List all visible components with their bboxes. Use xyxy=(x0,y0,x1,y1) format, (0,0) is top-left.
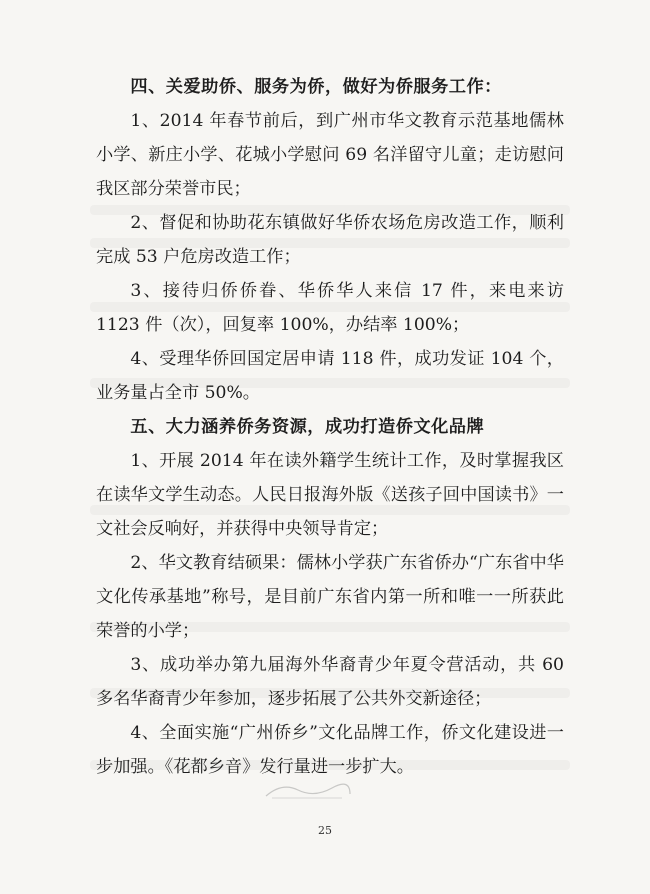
section-item: 3、接待归侨侨眷、华侨华人来信 17 件，来电来访 1123 件（次），回复率 100%，办结率 100%； xyxy=(96,281,564,335)
section-item: 1、2014 年春节前后，到广州市华文教育示范基地儒林小学、新庄小学、花城小学慰问 69 名洋留守儿童；走访慰问我区部分荣誉市民； xyxy=(96,111,564,199)
faded-stamp xyxy=(262,778,352,800)
section-item: 1、开展 2014 年在读外籍学生统计工作，及时掌握我区在读华文学生动态。人民日报海外版《送孩子回中国读书》一文社会反响好，并获得中央领导肯定； xyxy=(96,451,564,539)
section-heading: 四、关爱助侨、服务为侨，做好为侨服务工作： xyxy=(130,77,502,97)
section-heading: 五、大力涵养侨务资源，成功打造侨文化品牌 xyxy=(130,417,485,437)
section-item: 4、受理华侨回国定居申请 118 件，成功发证 104 个，业务量占全市 50%。 xyxy=(96,349,564,403)
section-item: 3、成功举办第九届海外华裔青少年夏令营活动，共 60 多名华裔青少年参加，逐步拓展了公共外交新途径； xyxy=(96,655,564,709)
document-body xyxy=(96,70,564,784)
section-item: 2、华文教育结硕果：儒林小学获广东省侨办“广东省中华文化传承基地”称号，是目前广东省内第一所和唯一一所获此荣誉的小学； xyxy=(96,553,564,641)
section-item: 4、全面实施“广州侨乡”文化品牌工作，侨文化建设进一步加强。《花都乡音》发行量进一步扩大。 xyxy=(96,723,564,777)
section-item: 2、督促和协助花东镇做好华侨农场危房改造工作，顺利完成 53 户危房改造工作； xyxy=(96,213,564,267)
page-number: 25 xyxy=(318,824,332,837)
